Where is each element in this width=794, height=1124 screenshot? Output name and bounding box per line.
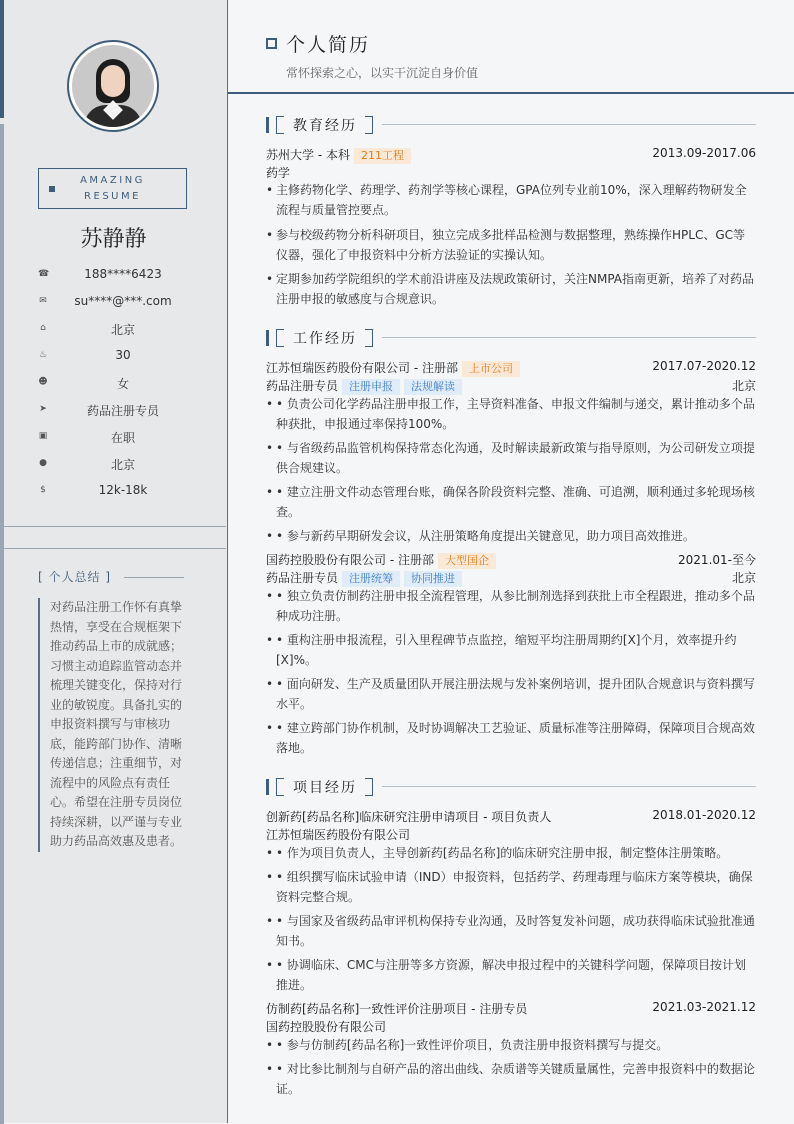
job-header (266, 359, 756, 376)
summary-text: 对药品注册工作怀有真挚热情，享受在合规框架下推动药品上市的成就感；习惯主动追踪监管动态并梳理关键变化，保持对行业的敏锐度。具备扎实的申报资料撰写与审核功底，能跨部门协作、清晰传递信息；注重细节，对流程中的风险点有责任心。希望在注册专员岗位持续深耕，以严谨与专业助力药品高效惠及患者。 (38, 598, 184, 852)
briefcase-icon: ▣ (38, 431, 48, 441)
section-title: 项目经历 (293, 780, 357, 796)
badge-line2: RESUME (84, 191, 141, 202)
school-tag: 211工程 (354, 148, 411, 164)
info-position (36, 402, 216, 420)
project-name: 仿制药[药品名称]一致性评价注册项目 - 注册专员 (266, 1002, 528, 1016)
section-education (266, 115, 756, 135)
list-item: • • 重构注册申报流程，引入里程碑节点监控，缩短平均注册周期约[X]个月，效率提升约[X]%。 (266, 633, 737, 667)
list-item: • • 作为项目负责人，主导创新药[药品名称]的临床研究注册申报，制定整体注册策略。 (266, 846, 729, 860)
education-header (266, 146, 756, 163)
job-role: 药品注册专员 (266, 571, 339, 585)
list-item: • • 参与新药早期研发会议，从注册策略角度提出关键意见，助力项目高效推进。 (266, 529, 695, 543)
sidebar (0, 0, 228, 1123)
info-phone-value: 188****6423 (84, 267, 162, 281)
list-item: • • 建立跨部门协作机制，及时协调解决工艺验证、质量标准等注册障碍，保障项目合规高效落地。 (266, 721, 755, 755)
gender-icon: ☻ (38, 377, 48, 387)
info-age (36, 348, 216, 366)
list-item: • • 协调临床、CMC与注册等多方资源，解决申报过程中的关键科学问题，保障项目按计划推进。 (266, 958, 747, 992)
accent-bar-lower (0, 124, 4, 1124)
list-item: • • 与国家及省级药品审评机构保持专业沟通，及时答复发补问题，成功获得临床试验批准通知书。 (266, 914, 755, 948)
info-gender-value: 女 (116, 377, 129, 391)
project-org-text: 江苏恒瑞医药股份有限公司 (266, 828, 411, 842)
list-item: • • 对比参比制剂与自研产品的溶出曲线、杂质谱等关键质量属性，完善申报资料中的数据论证。 (266, 1062, 755, 1096)
info-phone (36, 267, 216, 285)
job-role-row (266, 569, 756, 586)
page-title: 个人简历 (286, 34, 371, 56)
job-city: 北京 (731, 571, 756, 585)
project-org (266, 826, 756, 843)
info-status-value: 在职 (110, 431, 135, 445)
skill-tag: 注册统筹 (342, 571, 400, 587)
avatar (67, 40, 159, 132)
project-header (266, 808, 756, 825)
company-tag: 大型国企 (438, 553, 496, 569)
info-location (36, 456, 216, 474)
info-position-value: 药品注册专员 (86, 404, 159, 418)
cake-icon: ♨ (38, 350, 48, 360)
badge-dot (49, 186, 55, 192)
sidebar-divider (4, 548, 226, 549)
job-period: 2017.07-2020.12 (652, 359, 756, 373)
header-divider (228, 92, 794, 94)
project-header (266, 1000, 756, 1017)
avatar-photo (72, 45, 154, 127)
home-icon: ⌂ (40, 323, 46, 333)
accent-bar (0, 0, 4, 118)
company-tag: 上市公司 (462, 361, 520, 377)
send-icon: ➤ (39, 404, 47, 414)
phone-icon: ☎ (38, 269, 50, 279)
list-item: • • 面向研发、生产及质量团队开展注册法规与发补案例培训，提升团队合规意识与资料撰写水平。 (266, 677, 755, 711)
skill-tag: 注册申报 (342, 379, 400, 395)
section-projects (266, 777, 756, 797)
list-item: • • 与省级药品监管机构保持常态化沟通，及时解读最新政策与指导原则，为公司研发立项提供合规建议。 (266, 441, 755, 475)
education-period: 2013.09-2017.06 (652, 146, 756, 160)
project-period: 2018.01-2020.12 (652, 808, 756, 822)
list-item: • 定期参加药学院组织的学术前沿讲座及法规政策研讨，关注NMPA指南更新，培养了对药品注册申报的敏感度与合规意识。 (266, 272, 755, 306)
sidebar-divider (4, 526, 226, 527)
salary-icon: $ (40, 485, 46, 495)
project-name: 创新药[药品名称]临床研究注册申请项目 - 项目负责人 (266, 810, 552, 824)
project-period: 2021.03-2021.12 (652, 1000, 756, 1014)
section-work (266, 328, 756, 348)
info-gender (36, 375, 216, 393)
skill-tag: 协同推进 (404, 571, 462, 587)
list-item: • • 参与仿制药[药品名称]一致性评价项目，负责注册申报资料撰写与提交。 (266, 1038, 669, 1052)
project-org (266, 1018, 756, 1035)
company: 国药控股股份有限公司 - 注册部 (266, 553, 434, 567)
info-location-value: 北京 (110, 458, 135, 472)
project-org-text: 国药控股股份有限公司 (266, 1020, 387, 1034)
person-name: 苏静静 (80, 227, 147, 252)
summary-title: [ 个人总结 ] (38, 570, 112, 584)
summary-title-text: 个人总结 (48, 570, 101, 584)
job-period: 2021.01-至今 (678, 553, 756, 567)
education-major (266, 164, 756, 181)
resume-badge (38, 168, 187, 209)
list-item: • 主修药物化学、药理学、药剂学等核心课程，GPA位列专业前10%，深入理解药物研发全流程与质量管控要点。 (266, 183, 747, 217)
job-role: 药品注册专员 (266, 379, 339, 393)
info-status (36, 429, 216, 447)
section-title: 工作经历 (293, 331, 357, 347)
summary-title-line (124, 577, 184, 578)
skill-tag: 法规解读 (404, 379, 462, 395)
job-header (266, 551, 756, 568)
info-salary (36, 483, 216, 501)
list-item: • • 独立负责仿制药注册申报全流程管理，从参比制剂选择到获批上市全程跟进，推动多个品种成功注册。 (266, 589, 755, 623)
list-item: • • 负责公司化学药品注册申报工作，主导资料准备、申报文件编制与递交，累计推动多个品种获批，申报通过率保持100%。 (266, 397, 755, 431)
company: 江苏恒瑞医药股份有限公司 - 注册部 (266, 361, 458, 375)
page-subtitle: 常怀探索之心，以实干沉淀自身价值 (286, 66, 479, 80)
info-email-value: su****@***.com (74, 294, 172, 308)
list-item: • • 组织撰写临床试验申请（IND）申报资料，包括药学、药理毒理与临床方案等模块，确保资料完整合规。 (266, 870, 753, 904)
list-item: • • 建立注册文件动态管理台账，确保各阶段资料完整、准确、可追溯，顺利通过多轮现场核查。 (266, 485, 755, 519)
location-icon: ● (39, 458, 47, 468)
title-square-icon (266, 38, 277, 49)
mail-icon: ✉ (39, 296, 47, 306)
job-city: 北京 (731, 379, 756, 393)
section-title: 教育经历 (293, 118, 357, 134)
school: 苏州大学 - 本科 (266, 148, 350, 162)
info-home (36, 321, 216, 339)
info-home-value: 北京 (110, 323, 135, 337)
job-role-row (266, 377, 756, 394)
badge-line1: AMAZING (80, 175, 145, 186)
info-email (36, 294, 216, 312)
info-age-value: 30 (115, 348, 131, 362)
info-salary-value: 12k-18k (98, 483, 148, 497)
list-item: • 参与校级药物分析科研项目，独立完成多批样品检测与数据整理，熟练操作HPLC、GC等仪器，强化了申报资料中分析方法验证的实操认知。 (266, 228, 746, 262)
major: 药学 (266, 166, 291, 180)
